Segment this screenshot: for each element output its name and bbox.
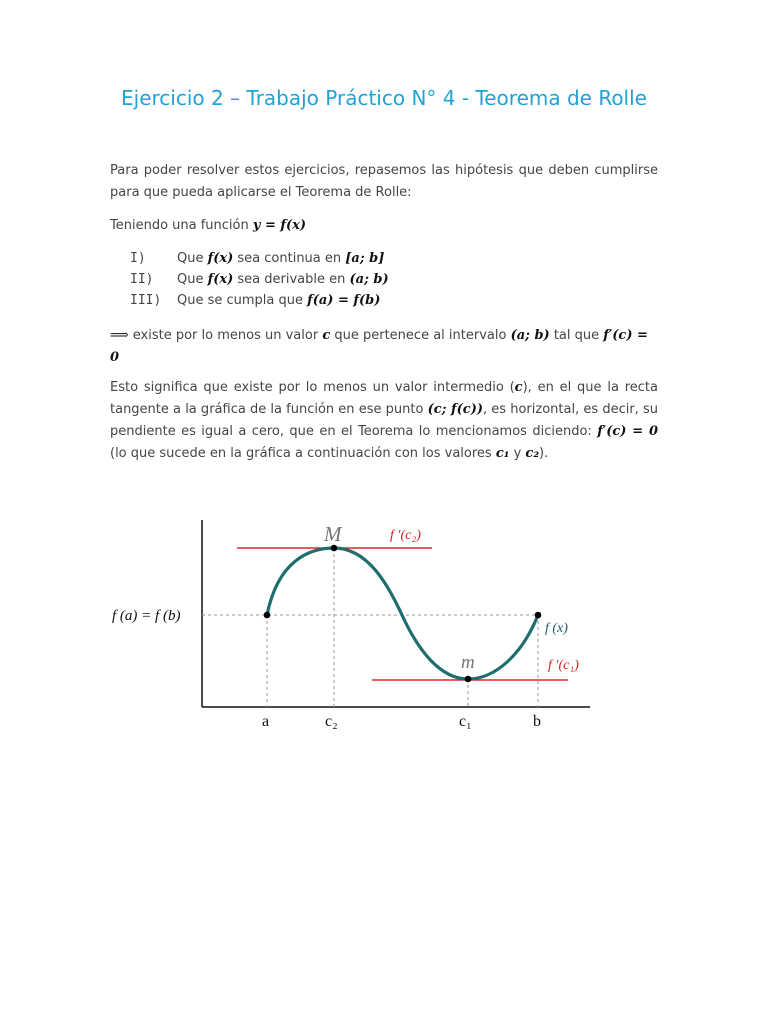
point-a (264, 612, 271, 619)
tick-label-a: a (262, 713, 270, 730)
hypothesis-text: sea derivable en (233, 272, 350, 287)
explanation-text: y (509, 446, 526, 461)
function-curve (267, 548, 538, 679)
label-fprime-c2: f ′(c₂) (390, 528, 421, 543)
implies-symbol: ⟹ (110, 328, 129, 343)
hypothesis-interval: [a; b] (345, 251, 385, 266)
hypothesis-formula: f(x) (207, 272, 234, 287)
given-formula: y = f(x) (252, 218, 307, 233)
hypothesis-number: II) (130, 272, 154, 287)
hypothesis-interval: (a; b) (349, 272, 389, 287)
guide-lines (202, 548, 538, 707)
label-max: M (324, 522, 342, 546)
tick-label-c2: c₂ (325, 713, 338, 730)
hypothesis-text: Que (177, 272, 208, 287)
explanation-text: Esto significa que existe por lo menos un valor intermedio ( (110, 380, 515, 395)
conclusion-text: existe por lo menos un valor (128, 328, 323, 343)
point-b (535, 612, 542, 619)
conclusion-zero: 0 (110, 350, 120, 365)
label-fx: f (x) (545, 621, 568, 636)
hypothesis-text: sea continua en (233, 251, 346, 266)
label-fa-equals-fb: f (a) = f (b) (112, 608, 181, 624)
hypothesis-formula: f(a) = f(b) (307, 293, 381, 308)
tick-label-c1: c₁ (459, 713, 472, 730)
explanation-text: ). (539, 446, 549, 461)
explanation-text: , es horizontal, es decir, su pendiente es igual a cero, que en el Teorema lo mencionamos diciendo: (110, 402, 658, 439)
conclusion-text: que pertenece al intervalo (330, 328, 511, 343)
conclusion-equation: f′(c) = (603, 328, 648, 343)
hypothesis-text: Que (177, 251, 208, 266)
label-min: m (461, 652, 475, 673)
label-fprime-c1: f ′(c₁) (548, 658, 579, 673)
explanation-text: ), en el que la recta tangente a la gráfica de la función en ese punto (110, 380, 658, 417)
page-title: Ejercicio 2 – Trabajo Práctico N° 4 - Teorema de Rolle (121, 86, 647, 110)
tick-label-b: b (533, 713, 541, 730)
hypothesis-number: I) (130, 251, 146, 266)
conclusion-c: c (322, 328, 331, 343)
intro-paragraph: Para poder resolver estos ejercicios, repasemos las hipótesis que deben cumplirse para que pueda aplicarse el Teorema de Rolle: (110, 163, 658, 200)
explanation-point: (c; f(c)) (427, 402, 483, 417)
hypothesis-text: Que se cumpla que (177, 293, 308, 308)
hypothesis-formula: f(x) (207, 251, 234, 266)
explanation-c1: c₁ (495, 446, 510, 461)
hypothesis-number: III) (130, 293, 162, 308)
explanation-equation: f′(c) = 0 (597, 424, 658, 439)
given-text: Teniendo una función (110, 218, 253, 233)
conclusion-text: tal que (549, 328, 604, 343)
explanation-c: c (514, 380, 523, 395)
point-min (465, 676, 472, 683)
explanation-text: (lo que sucede en la gráfica a continuación con los valores (110, 446, 496, 461)
conclusion-interval: (a; b) (510, 328, 550, 343)
explanation-c2: c₂ (525, 446, 540, 461)
